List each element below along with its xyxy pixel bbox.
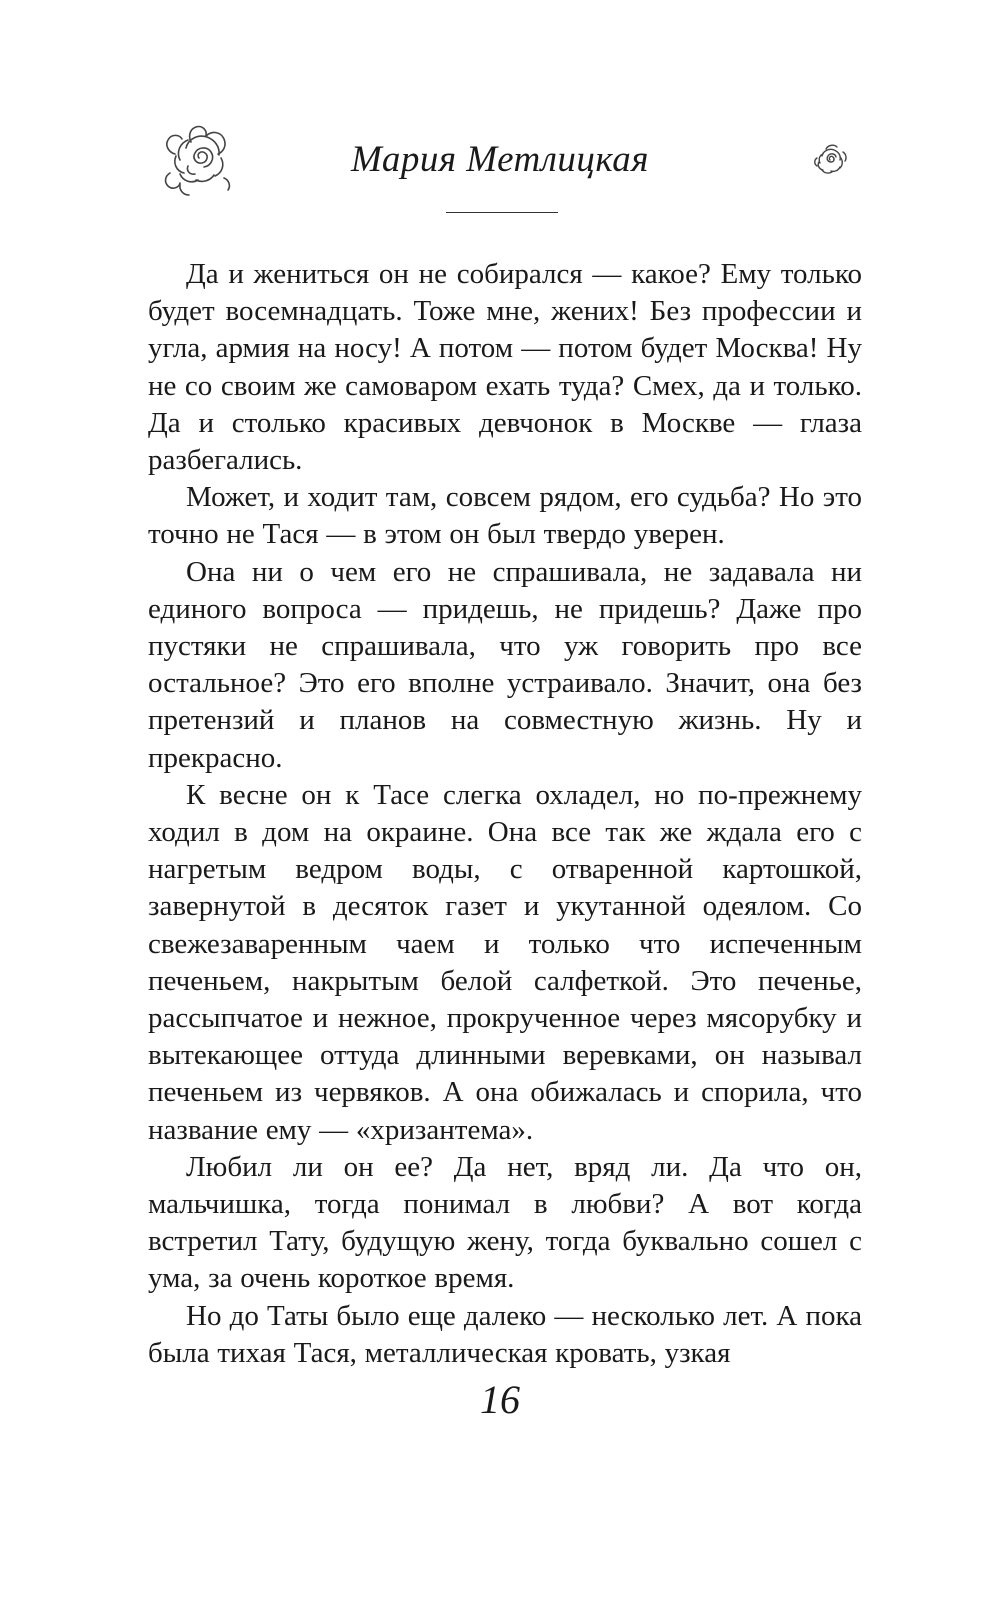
- body-text: [148, 256, 862, 1372]
- running-header-author: Мария Метлицкая: [351, 139, 649, 180]
- paragraph: Любил ли он ее? Да нет, вряд ли. Да что он, мальчишка, тогда понимал в любви? А вот когда встретил Тату, будущую жену, тогда буквально сошел с ума, за очень короткое время.: [148, 1150, 862, 1295]
- paragraph: Она ни о чем его не спрашивала, не задавала ни единого вопроса — придешь, не придешь? Даже про пустяки не спрашивала, что уж говорить про все остальное? Это его вполне устраивало. Значит, она без претензий и планов на совместную жизнь. Ну и прекрасно.: [148, 555, 862, 774]
- page-header: [0, 0, 1000, 240]
- rose-ornament-icon: [808, 138, 852, 182]
- paragraph: Может, и ходит там, совсем рядом, его судьба? Но это точно не Тася — в этом он был твердо уверен.: [148, 481, 862, 551]
- page-number: 16: [480, 1377, 520, 1422]
- paragraph: Но до Таты было еще далеко — несколько лет. А пока была тихая Тася, металлическая кровать, узкая: [148, 1299, 862, 1369]
- paragraph: К весне он к Тасе слегка охладел, но по-прежнему ходил в дом на окраине. Она все так же ждала его с нагретым ведром воды, с отваренной картошкой, завернутой в десяток газет и укутанной одеялом. Со свежезаваренным чаем и только что испеченным печеньем, накрытым белой салфеткой. Это печенье, рассыпчатое и нежное, прокрученное через мясорубку и вытекающее оттуда длинными веревками, он называл печеньем из червяков. А она обижалась и спорила, что название ему — «хризантема».: [148, 778, 862, 1146]
- header-divider: [446, 212, 558, 213]
- paragraph: Да и жениться он не собирался — какое? Ему только будет восемнадцать. Тоже мне, жених! Без профессии и угла, армия на носу! А потом — потом будет Москва! Ну не со своим же самоваром ехать туда? Смех, да и только. Да и столько красивых девчонок в Москве — глаза разбегались.: [148, 258, 862, 477]
